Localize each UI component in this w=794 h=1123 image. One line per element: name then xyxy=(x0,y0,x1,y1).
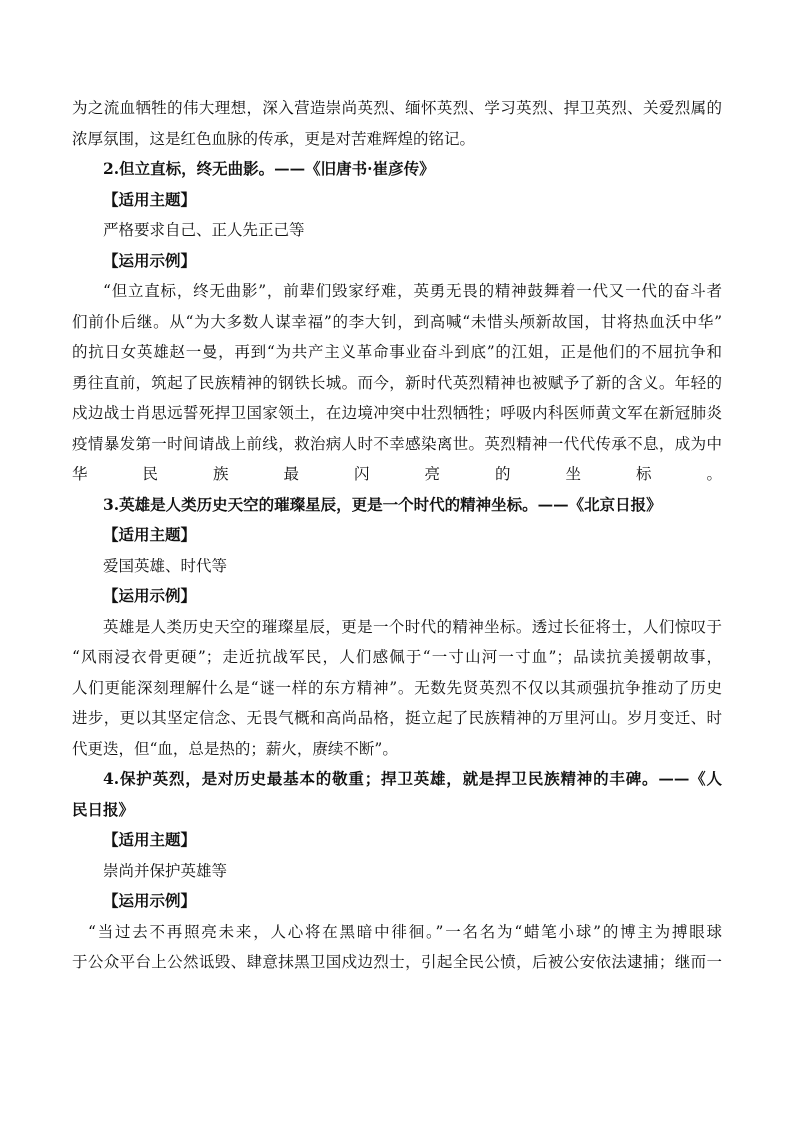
paragraph-line: 疫情暴发第一时间请战上前线，救治病人时不幸感染离世。英烈精神一代代传承不息，成为中 xyxy=(72,434,722,453)
paragraph-line: 代更迭，但“血，总是热的；薪火，赓续不断”。 xyxy=(72,739,398,758)
section-label: 【运用示例】 xyxy=(103,586,197,605)
paragraph-line: 勇往直前，筑起了民族精神的钢铁长城。而今，新时代英烈精神也被赋予了新的含义。年轻的 xyxy=(72,373,722,392)
paragraph-line: “但立直标，终无曲影”，前辈们毁家纾难，英勇无畏的精神鼓舞着一代又一代的奋斗者 xyxy=(103,282,722,300)
paragraph-line: 们前仆后继。从“为大多数人谋幸福”的李大钊，到高喊“未惜头颅新故国，甘将热血沃中华” xyxy=(72,312,722,331)
paragraph-line: “当过去不再照亮未来，人心将在黑暗中徘徊。”一名名为“蜡笔小球”的博主为搏眼球 xyxy=(88,922,722,941)
paragraph-line: 华民族最闪亮的坐标。 xyxy=(72,465,722,483)
paragraph-line: 于公众平台上公然诋毁、肆意抹黑卫国戍边烈士，引起全民公愤，后被公安依法逮捕；继而一 xyxy=(72,953,722,971)
theme-text: 严格要求自己、正人先正己等 xyxy=(103,221,305,239)
paragraph-line: 戍边战士肖思远誓死捍卫国家领土，在边境冲突中壮烈牺牲；呼吸内科医师黄文军在新冠肺炎 xyxy=(72,404,722,422)
paragraph-line: 的抗日女英雄赵一曼，再到“为共产主义革命事业奋斗到底”的江姐，正是他们的不屈抗争和 xyxy=(72,343,722,361)
section-label: 【运用示例】 xyxy=(103,250,197,270)
paragraph-line: 为之流血牺牲的伟大理想，深入营造崇尚英烈、缅怀英烈、学习英烈、捍卫英烈、关爱烈属的 xyxy=(72,99,722,117)
paragraph-line: 人们更能深刻理解什么是“谜一样的东方精神”。无数先贤英烈不仅以其顽强抗争推动了历史 xyxy=(72,678,722,697)
section-label: 【适用主题】 xyxy=(103,525,197,544)
quote-heading: 3.英雄是人类历史天空的璀璨星辰，更是一个时代的精神坐标。——《北京日报》 xyxy=(103,494,662,514)
paragraph-line: “风雨浸衣骨更硬”；走近抗战军民，人们感佩于“一寸山河一寸血”；品读抗美援朝故事， xyxy=(72,648,722,666)
section-label: 【适用主题】 xyxy=(103,189,197,209)
quote-heading: 4.保护英烈，是对历史最基本的敬重；捍卫英雄，就是捍卫民族精神的丰碑。——《人 xyxy=(103,769,722,788)
paragraph-line: 进步，更以其坚定信念、无畏气概和高尚品格，挺立起了民族精神的万里河山。岁月变迁、时 xyxy=(72,709,722,727)
theme-text: 爱国英雄、时代等 xyxy=(103,556,228,575)
section-label: 【运用示例】 xyxy=(103,891,197,910)
theme-text: 崇尚并保护英雄等 xyxy=(103,861,228,880)
section-label: 【适用主题】 xyxy=(103,830,197,849)
paragraph-line: 浓厚氛围，这是红色血脉的传承，更是对苦难辉煌的铭记。 xyxy=(72,129,476,148)
quote-heading: 民日报》 xyxy=(72,799,135,819)
document-body xyxy=(72,93,722,978)
paragraph-line: 英雄是人类历史天空的璀璨星辰，更是一个时代的精神坐标。透过长征将士，人们惊叹于 xyxy=(103,617,722,636)
quote-heading: 2.但立直标，终无曲影。——《旧唐书·崔彦传》 xyxy=(103,159,435,178)
